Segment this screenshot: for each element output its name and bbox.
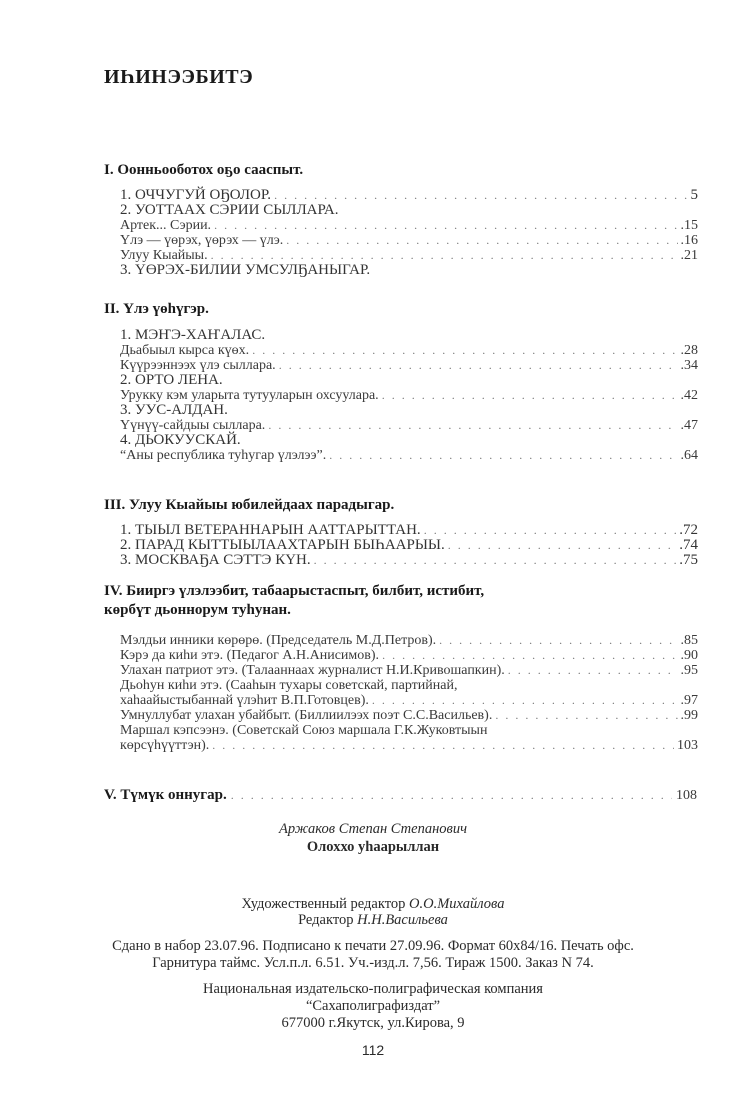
toc-list-2 [120,328,698,463]
toc-entry [120,678,698,693]
toc-entry [120,328,698,343]
section-heading-2: II. Үлэ үөһүгэр. [104,301,209,317]
toc-entry-title: Кэрэ да киһи этэ. (Педагог А.Н.Анисимов). [120,648,380,663]
toc-entry-page: .21 [680,248,698,263]
dot-leader [495,708,677,723]
section-heading-5 [104,786,697,805]
toc-entry-title: Умнуллубат улахан убайбыт. (Биллиилээх поэт С.С.Васильев). [120,708,493,723]
toc-entry [120,738,698,753]
toc-entry-title: 3. МОСКВАҔА СЭТТЭ КҮН. [120,552,311,568]
toc-entry [120,708,698,723]
art-editor-line [0,896,746,913]
toc-entry-title: Үлэ — үөрэх, үөрэх — үлэ. [120,233,284,248]
toc-entry [120,723,698,738]
toc-list-1 [120,188,698,278]
toc-list-3 [120,523,698,568]
art-editor-name: О.О.Михайлова [409,896,505,912]
dot-leader [382,648,677,663]
toc-entry-title: 1. ОЧЧУГУЙ ОҔОЛОР. [120,187,272,203]
toc-entry-title: “Аны республика туһугар үлэлээ”. [120,448,327,463]
art-editor-label: Художественный редактор [241,896,406,912]
toc-entry-title: Күүрээннээх үлэ сыллара. [120,358,276,373]
toc-entry [120,633,698,648]
toc-entry-page: .99 [680,708,698,723]
dot-leader [382,388,678,403]
dot-leader [212,738,674,753]
toc-entry [120,263,698,278]
toc-entry-page: .75 [679,552,698,568]
section-heading-4-line2: көрбүт дьоннорум туһунан. [104,602,291,618]
dot-leader [231,786,672,805]
section-heading-4 [104,582,484,620]
toc-entry-title: Урукку кэм уларыта тутууларын охсуулара. [120,388,379,403]
section-5-page: 108 [676,788,697,803]
toc-entry-page: .90 [680,648,698,663]
toc-entry-title: Дьоһун киһи этэ. (Сааһын тухары советскай, партийнай, [120,678,458,693]
print-info-1: Сдано в набор 23.07.96. Подписано к печати 27.09.96. Формат 60х84/16. Печать офс. [112,938,634,954]
toc-entry [120,233,698,248]
toc-entry [120,538,698,553]
toc-entry [120,693,698,708]
toc-entry-page: .97 [680,693,698,708]
dot-leader [508,663,678,678]
toc-entry-page: .28 [680,343,698,358]
toc-entry-page: .72 [679,522,698,538]
toc-entry-title: Улахан патриот этэ. (Талааннаах журналист Н.И.Кривошапкин). [120,663,505,678]
author-name [0,821,746,838]
toc-entry-page: .85 [680,633,698,648]
editor-label: Редактор [298,912,354,928]
editor-line [0,912,746,929]
toc-entry [120,248,698,263]
dot-leader [329,448,677,463]
toc-entry-title: 4. ДЬОКУУСКАЙ. [120,432,241,448]
dot-leader [439,633,677,648]
toc-entry-page: .64 [680,448,698,463]
toc-entry-page: .34 [680,358,698,373]
toc-entry-page: .42 [680,388,698,403]
toc-entry-title: 1. ТЫЫЛ ВЕТЕРАННАРЫН ААТТАРЫТТАН. [120,522,421,538]
toc-entry [120,553,698,568]
toc-entry [120,188,698,203]
publisher-address: 677000 г.Якутск, ул.Кирова, 9 [281,1015,465,1031]
toc-entry [120,373,698,388]
dot-leader [314,553,677,568]
publisher-line-2: “Сахаполиграфиздат” [305,998,441,1014]
toc-entry-title: 3. УУС-АЛДАН. [120,402,228,418]
toc-entry [120,448,698,463]
page-number: 112 [361,1042,385,1058]
dot-leader [274,188,687,203]
toc-list-4 [120,633,698,753]
section-5-title: V. Түмүк оннугар. [104,787,227,803]
toc-entry [120,358,698,373]
dot-leader [252,343,677,358]
toc-entry-page: 103 [677,738,698,753]
toc-entry [120,218,698,233]
dot-leader [211,248,678,263]
dot-leader [448,538,676,553]
toc-entry-title: Мэлдьи инники көрөрө. (Председатель М.Д.Петров). [120,633,437,648]
toc-entry [120,433,698,448]
dot-leader [424,523,677,538]
page-title: ИҺИНЭЭБИТЭ [104,66,254,88]
toc-entry [120,523,698,538]
toc-entry-title: көрсүһүүттэн). [120,738,210,753]
toc-entry-title: 2. ПАРАД КЫТТЫЫЛААХТАРЫН БЫҺААРЫЫ. [120,537,445,553]
toc-entry [120,388,698,403]
dot-leader [286,233,677,248]
toc-entry-title: 2. ОРТО ЛЕНА. [120,372,223,388]
dot-leader [372,693,678,708]
toc-entry [120,203,698,218]
toc-entry-title: хаһаайыстыбаннай үлэһит В.П.Готовцев). [120,693,369,708]
toc-entry [120,343,698,358]
toc-entry-page: .95 [680,663,698,678]
dot-leader [214,218,677,233]
toc-entry-title: Маршал кэпсээнэ. (Советскай Союз маршала Г.К.Жуковтыын [120,723,488,738]
toc-entry [120,663,698,678]
toc-entry-page: 5 [690,187,698,203]
toc-entry-title: Дьабыыл кырса күөх. [120,343,250,358]
toc-entry-title: Үүнүү-сайдыы сыллара. [120,418,266,433]
toc-entry-page: .16 [680,233,698,248]
editor-name: Н.Н.Васильева [357,912,448,928]
toc-entry-page: .74 [679,537,698,553]
toc-entry-title: Артек... Сэрии. [120,218,212,233]
author-name-text: Аржаков Степан Степанович [279,821,467,837]
toc-entry-page: .47 [680,418,698,433]
toc-entry [120,648,698,663]
toc-entry [120,418,698,433]
toc-entry-title: 1. МЭҤЭ-ХАҤАЛАС. [120,327,266,343]
print-info-2: Гарнитура таймс. Усл.п.л. 6.51. Уч.-изд.л. 7,56. Тираж 1500. Заказ N 74. [152,955,594,971]
dot-leader [268,418,677,433]
section-heading-4-line1: IV. Бииргэ үлэлээбит, табаарыстаспыт, билбит, истибит, [104,583,485,599]
toc-entry-page: .15 [680,218,698,233]
publisher-line-1: Национальная издательско-полиграфическая компания [203,981,543,997]
toc-entry-title: Улуу Кыайыы. [120,248,208,263]
toc-entry [120,403,698,418]
book-title: Олоххо уһаарыллан [306,839,440,855]
toc-entry-title: 2. УОТТААХ СЭРИИ СЫЛЛАРА. [120,202,339,218]
dot-leader [279,358,678,373]
section-heading-3: III. Улуу Кыайыы юбилейдаах парадыгар. [104,497,395,513]
toc-entry-title: 3. ҮӨРЭХ-БИЛИИ УМСУЛҔАНЫГАР. [120,262,371,278]
section-heading-1: I. Оонньооботох оҕо сааспыт. [104,162,304,178]
